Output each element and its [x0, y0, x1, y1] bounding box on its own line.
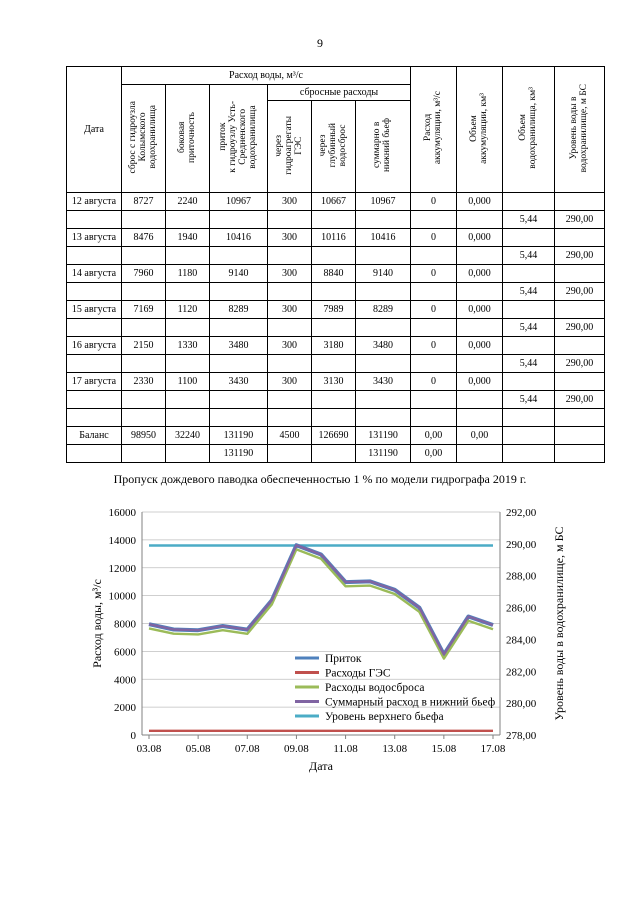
table-cell: 290,00 — [555, 211, 605, 229]
table-cell: 8840 — [312, 265, 356, 283]
table-cell: 0 — [411, 193, 457, 211]
y-tick-label: 0 — [130, 730, 136, 742]
table-cell: 8727 — [122, 193, 166, 211]
table-cell: 0 — [411, 229, 457, 247]
table-cell: 300 — [268, 373, 312, 391]
table-cell: 10416 — [356, 229, 411, 247]
table-cell: 290,00 — [555, 391, 605, 409]
legend-label: Приток — [325, 653, 362, 665]
x-axis-title: Дата — [309, 759, 333, 773]
table-cell: 5,44 — [503, 283, 555, 301]
table-cell: 290,00 — [555, 355, 605, 373]
table-cell: 0 — [411, 301, 457, 319]
chart-title: Пропуск дождевого паводка обеспеченностью 1 % по модели гидрографа 2019 г. — [113, 472, 527, 486]
table-row — [67, 373, 605, 391]
y2-tick-label: 284,00 — [506, 634, 537, 647]
table-row-spacer — [67, 409, 605, 427]
header-level: Уровень воды в водохранилище, м БС — [555, 67, 605, 193]
table-cell: 1330 — [166, 337, 210, 355]
series-line-3 — [149, 545, 493, 654]
series-line-0 — [149, 545, 493, 654]
table-row-balance-2 — [67, 445, 605, 463]
table-cell: 7169 — [122, 301, 166, 319]
table-cell: 2240 — [166, 193, 210, 211]
table-cell: 2150 — [122, 337, 166, 355]
table-cell: 0,00 — [411, 445, 457, 463]
table-cell: 290,00 — [555, 283, 605, 301]
table-cell: 8476 — [122, 229, 166, 247]
table-cell: 1120 — [166, 301, 210, 319]
row-date: 15 августа — [67, 301, 122, 319]
x-tick-label: 09.08 — [284, 743, 309, 755]
header-ges: через гидроагрегаты ГЭС — [268, 101, 312, 193]
table-cell: 7960 — [122, 265, 166, 283]
table-cell: 131190 — [210, 427, 268, 445]
legend-label: Уровень верхнего бьефа — [325, 711, 444, 723]
y-tick-label: 14000 — [108, 534, 136, 547]
table-cell: 0,000 — [457, 337, 503, 355]
table-cell: 131190 — [356, 427, 411, 445]
table-cell: 300 — [268, 301, 312, 319]
table-cell: 5,44 — [503, 391, 555, 409]
header-deep: через глубинный водосброс — [312, 101, 356, 193]
table-cell: 1180 — [166, 265, 210, 283]
table-cell: 8289 — [210, 301, 268, 319]
table-cell: 2330 — [122, 373, 166, 391]
header-date: Дата — [67, 67, 122, 193]
y2-tick-label: 282,00 — [506, 666, 537, 679]
table-cell: 3180 — [312, 337, 356, 355]
row-date: 17 августа — [67, 373, 122, 391]
x-tick-label: 07.08 — [234, 743, 260, 755]
table-cell: 300 — [268, 265, 312, 283]
page-number: 9 — [317, 36, 323, 50]
table-cell: 290,00 — [555, 247, 605, 265]
table-cell: 0,000 — [457, 265, 503, 283]
table-cell: 10667 — [312, 193, 356, 211]
table-cell: 4500 — [268, 427, 312, 445]
table-body — [67, 193, 605, 409]
table-cell: 5,44 — [503, 319, 555, 337]
table-cell: 3430 — [356, 373, 411, 391]
table-cell: 3480 — [210, 337, 268, 355]
table-cell: 0,000 — [457, 301, 503, 319]
header-kolyma: сброс с гидроузла Колымского водохранилища — [122, 85, 166, 193]
table-cell: 7989 — [312, 301, 356, 319]
table-row — [67, 229, 605, 247]
x-tick-label: 05.08 — [185, 743, 211, 755]
table-row — [67, 211, 605, 229]
table-cell: 5,44 — [503, 355, 555, 373]
table-cell: 131190 — [210, 445, 268, 463]
y-tick-label: 8000 — [114, 618, 136, 631]
table-cell: 10116 — [312, 229, 356, 247]
table-cell: 0,00 — [457, 427, 503, 445]
table-cell: 1940 — [166, 229, 210, 247]
table-row — [67, 337, 605, 355]
balance-label: Баланс — [67, 427, 122, 445]
y-axis-title: Расход воды, м³/с — [90, 579, 104, 668]
x-tick-label: 17.08 — [480, 743, 506, 755]
row-date: 16 августа — [67, 337, 122, 355]
table-cell: 9140 — [356, 265, 411, 283]
table-cell: 290,00 — [555, 319, 605, 337]
y2-tick-label: 292,00 — [506, 507, 537, 519]
header-inflow: приток к гидроузлу Усть- Средненского водохранилища — [210, 85, 268, 193]
table-row — [67, 391, 605, 409]
table-cell: 5,44 — [503, 211, 555, 229]
table-row — [67, 247, 605, 265]
y2-axis-title: Уровень воды в водохранилище, м БС — [552, 526, 566, 721]
table-cell: 0,000 — [457, 193, 503, 211]
table-cell: 0 — [411, 373, 457, 391]
y2-tick-label: 290,00 — [506, 538, 537, 551]
y-tick-label: 10000 — [108, 590, 136, 603]
y-tick-label: 12000 — [108, 562, 136, 575]
header-acc-vol: Объем аккумуляции, км³ — [457, 67, 503, 193]
table-cell: 131190 — [356, 445, 411, 463]
y2-tick-label: 288,00 — [506, 570, 537, 583]
y-tick-label: 4000 — [114, 674, 136, 687]
table-cell: 300 — [268, 337, 312, 355]
row-date: 13 августа — [67, 229, 122, 247]
row-date: 14 августа — [67, 265, 122, 283]
water-balance-table — [66, 66, 605, 463]
table-row — [67, 319, 605, 337]
y-tick-label: 6000 — [114, 646, 136, 659]
table-cell: 10416 — [210, 229, 268, 247]
y2-tick-label: 278,00 — [506, 730, 537, 742]
table-cell: 126690 — [312, 427, 356, 445]
table-cell: 0 — [411, 337, 457, 355]
table-cell: 0,000 — [457, 373, 503, 391]
table-row — [67, 355, 605, 373]
x-tick-label: 11.08 — [333, 743, 358, 755]
header-spill: сбросные расходы — [268, 85, 411, 101]
table-cell: 3480 — [356, 337, 411, 355]
table-cell: 300 — [268, 193, 312, 211]
table-cell: 0,00 — [411, 427, 457, 445]
table-cell: 3130 — [312, 373, 356, 391]
x-tick-label: 03.08 — [136, 743, 162, 755]
header-acc-flow: Расход аккумуляции, м³/с — [411, 67, 457, 193]
flow-level-chart — [0, 495, 640, 785]
header-sum: суммарно в нижний бьеф — [356, 101, 411, 193]
y-tick-label: 16000 — [108, 507, 136, 519]
series-line-2 — [149, 549, 493, 658]
x-tick-label: 15.08 — [431, 743, 457, 755]
table-cell: 0 — [411, 265, 457, 283]
table-row — [67, 193, 605, 211]
y-tick-label: 2000 — [114, 702, 136, 715]
header-flow: Расход воды, м³/с — [122, 67, 411, 85]
table-cell: 300 — [268, 229, 312, 247]
y2-tick-label: 286,00 — [506, 602, 537, 615]
table-cell: 32240 — [166, 427, 210, 445]
header-lateral: боковая приточность — [166, 85, 210, 193]
table-row — [67, 265, 605, 283]
table-cell: 98950 — [122, 427, 166, 445]
table-cell: 5,44 — [503, 247, 555, 265]
row-date: 12 августа — [67, 193, 122, 211]
header-res-vol: Объем водохранилища, км³ — [503, 67, 555, 193]
table-cell: 10967 — [356, 193, 411, 211]
table-cell: 9140 — [210, 265, 268, 283]
table-cell: 8289 — [356, 301, 411, 319]
table-row — [67, 301, 605, 319]
table-row — [67, 283, 605, 301]
legend-label: Расходы ГЭС — [325, 667, 391, 680]
table-row-balance — [67, 427, 605, 445]
table-cell: 3430 — [210, 373, 268, 391]
legend-label: Суммарный расход в нижний бьеф — [325, 696, 496, 709]
table-cell: 1100 — [166, 373, 210, 391]
y2-tick-label: 280,00 — [506, 698, 537, 711]
table-cell: 0,000 — [457, 229, 503, 247]
legend-label: Расходы водосброса — [325, 682, 425, 694]
x-tick-label: 13.08 — [382, 743, 408, 755]
table-cell: 10967 — [210, 193, 268, 211]
